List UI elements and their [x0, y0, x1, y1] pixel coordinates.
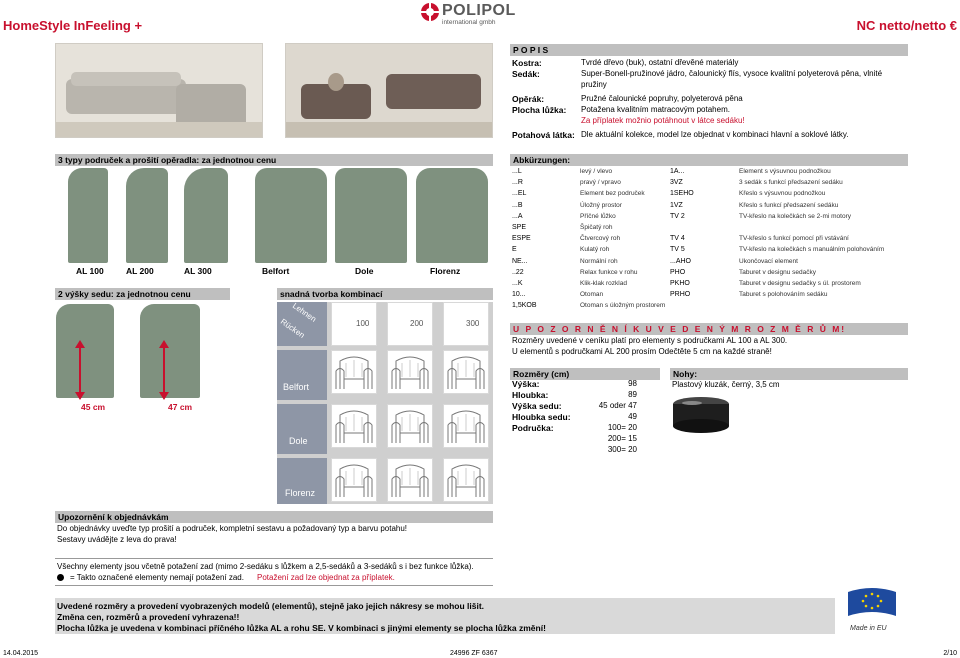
popis-row [512, 69, 912, 80]
abbr-meaning: Úložný prostor [580, 201, 622, 209]
abbr-code: E [512, 246, 517, 254]
warning-line: U elementů s područkami AL 200 prosím Odečtěte 5 cm na každé straně! [512, 347, 772, 356]
armrest-al100-image [68, 168, 108, 263]
abbr-row [512, 302, 912, 313]
sofa-photo-1 [55, 43, 263, 138]
popis-table [512, 58, 912, 148]
back-label: Belfort [262, 266, 290, 276]
dims-table [512, 379, 637, 459]
popis-label: Plocha lůžka: [512, 105, 567, 115]
abbr-row [512, 258, 912, 269]
abbr-code: TV 4 [670, 235, 685, 243]
chair-outline-icon [443, 458, 489, 502]
abbr-row [512, 213, 912, 224]
bullet-dot-icon [57, 574, 64, 581]
armrest-al200-image [126, 168, 168, 263]
abbr-meaning: Klik-klak rozklad [580, 280, 627, 287]
popis-row [512, 130, 912, 141]
grid-col-header: 200 [387, 302, 433, 346]
logo-name: POLIPOL [442, 2, 516, 19]
popis-row [512, 116, 912, 127]
seat-height-label: 45 cm [81, 402, 106, 412]
dims-row: Područka: 100= 20 [512, 423, 637, 433]
legs-text: Plastový kluzák, černý, 3,5 cm [672, 380, 780, 389]
grid-corner-bottom: Rücken [278, 317, 307, 340]
chair-outline-icon [443, 404, 489, 448]
abbr-row [512, 179, 912, 190]
back-note-line-red: Potažení zad lze objednat za příplatek. [257, 573, 395, 582]
eu-flag-icon [846, 586, 898, 622]
chair-outline-icon [331, 458, 377, 502]
abbr-meaning: Otoman [580, 291, 604, 299]
sofa-image-2 [286, 44, 493, 138]
abbr-code: NE... [512, 257, 528, 265]
grid-corner [277, 302, 327, 346]
chair-outline-icon [387, 458, 433, 502]
abbr-meaning: Křeslo s výsuvnou podnožkou [739, 190, 826, 198]
abbr-code: 1,5KOB [512, 302, 537, 310]
armrest-label: AL 200 [126, 266, 154, 276]
abbr-row [512, 235, 912, 246]
abbr-title: Abkürzungen: [510, 154, 908, 166]
grid-corner-top: Lehnen [290, 301, 318, 324]
abbr-code: ...B [512, 201, 523, 209]
abbr-code: ...L [512, 168, 522, 175]
combination-grid [277, 302, 493, 504]
abbr-row [512, 269, 912, 280]
abbr-code: PHO [670, 268, 686, 276]
abbr-code: TV 5 [670, 246, 685, 254]
armrests-title: 3 typy područek a prošití opěradla: za jednotnou cenu [55, 154, 493, 166]
disclaimer-line: Plocha lůžka je uvedena v kombinaci příčného lůžka AL a rohu SE. V kombinaci s jinými elementy se plocha lůžka změní! [57, 623, 546, 633]
seat-heights-title: 2 výšky sedu: za jednotnou cenu [55, 288, 230, 300]
chair-outline-icon [387, 350, 433, 394]
chair-outline-icon [387, 404, 433, 448]
disclaimer-line: Změna cen, rozměrů a provedení vyhrazena!! [57, 612, 240, 622]
abbr-code: ...AHO [670, 257, 692, 265]
back-note-line: = Takto označené elementy nemají potažení zad. [70, 573, 244, 582]
abbr-meaning: pravý / vpravo [580, 179, 621, 187]
dims-title: Rozměry (cm) [510, 368, 660, 380]
popis-value: Super-Bonell-pružinové jádro, čalounický flís, vysoce kvalitní polyeterová pěna, vlnité [581, 69, 883, 78]
polipol-logo-icon [420, 2, 440, 22]
dims-row: Výška: 98 [512, 379, 637, 389]
abbr-meaning: Příčné lůžko [580, 212, 616, 220]
abbr-meaning: Otoman s úložným prostorem [580, 302, 666, 310]
chair-outline-icon [331, 350, 377, 394]
back-florenz-image [416, 168, 488, 263]
abbr-meaning: Relax funkce v rohu [580, 268, 638, 276]
abbr-meaning: TV-křeslo na kolečkách se 2-mi motory [739, 212, 851, 220]
sofa-photo-2 [285, 43, 493, 138]
abbr-meaning: Normální roh [580, 257, 618, 265]
abbr-meaning: TV-křeslo s funkcí pomocí při vstávání [739, 235, 849, 243]
abbr-code: PRHO [670, 291, 691, 299]
dims-row: Hloubka: 89 [512, 390, 637, 400]
footer-date: 14.04.2015 [3, 650, 39, 657]
abbr-meaning: Element s výsuvnou podnožkou [739, 168, 831, 175]
back-note-line: Všechny elementy jsou včetně potažení zad (mimo 2-sedáku s lůžkem a 2,5-sedáků a 3-sedáků s i bez funkce lůžka). [57, 562, 474, 571]
popis-value: Pružné čalounické popruhy, polyeterová pěna [581, 94, 743, 103]
made-in-eu: Made in EU [850, 625, 887, 632]
grid-col-header: 100 [331, 302, 377, 346]
abbr-meaning: Taburet v designu sedačky s úl. prostorem [739, 280, 861, 287]
popis-value: Potažena kvalitním matracovým potahem. [581, 105, 730, 114]
abbr-code: SPE [512, 224, 527, 231]
abbr-meaning: Taburet v designu sedačky [739, 268, 816, 276]
popis-value: pružiny [581, 80, 607, 89]
popis-row [512, 105, 912, 116]
popis-row [512, 80, 912, 91]
abbr-row [512, 280, 912, 291]
order-note-line: Do objednávky uveďte typ prošití a područek, kompletní sestavu a požadovaný typ a barvu potahu! [57, 524, 408, 533]
abbr-row [512, 168, 912, 179]
dims-row: Hloubka sedu: 49 [512, 412, 637, 422]
footer-page: 2/10 [943, 650, 957, 657]
abbr-meaning: Taburet s polohováním sedáku [739, 291, 828, 299]
chair-outline-icon [331, 404, 377, 448]
popis-title: P O P I S [510, 44, 908, 56]
grid-row-header: Belfort [277, 350, 327, 400]
popis-row [512, 94, 912, 105]
abbr-meaning: Ukončovací element [739, 257, 798, 265]
popis-label: Opěrák: [512, 94, 545, 104]
seat-45-image [56, 304, 114, 398]
abbr-row [512, 202, 912, 213]
abbr-code: ESPE [512, 235, 531, 243]
dims-row: Výška sedu: 45 oder 47 [512, 401, 637, 411]
disclaimer-line: Uvedené rozměry a provedení vyobrazených modelů (elementů), stejně jako jejich nákresy se mohou lišit. [57, 601, 485, 611]
height-arrow-icon [75, 340, 85, 400]
abbr-code: 1SEHO [670, 190, 694, 198]
abbr-code: 1A... [670, 168, 685, 175]
popis-value: Tvrdé dřevo (buk), ostatní dřevěné materiály [581, 58, 739, 67]
grid-row-header: Florenz [277, 458, 327, 504]
seat-47-image [140, 304, 200, 398]
abbr-meaning: Špičatý roh [580, 224, 613, 231]
back-label: Dole [355, 266, 374, 276]
abbr-meaning: Křeslo s funkcí předsazení sedáku [739, 201, 839, 209]
abbr-code: 10... [512, 291, 526, 299]
armrest-label: AL 100 [76, 266, 104, 276]
warning-line: Rozměry uvedené v ceníku platí pro elementy s područkami AL 100 a AL 300. [512, 336, 788, 345]
warning-title: U P O Z O R N Ě N Í K U V E D E N Ý M R O Z M Ě R Ů M! [510, 323, 908, 335]
footer-code: 24996 ZF 6367 [450, 650, 498, 657]
popis-label: Sedák: [512, 69, 540, 79]
abbr-table [512, 168, 912, 318]
back-belfort-image [255, 168, 327, 263]
abbr-code: 3VZ [670, 179, 683, 187]
abbr-meaning: Kulatý roh [580, 246, 610, 254]
dims-row: 200= 15 [607, 434, 637, 443]
popis-value: Dle aktuální kolekce, model lze objednat v kombinaci hlavní a soklové látky. [581, 130, 849, 139]
combination-title: snadná tvorba kombinací [277, 288, 493, 300]
logo-subtitle: international gmbh [442, 19, 496, 26]
popis-label: Potahová látka: [512, 130, 575, 140]
back-dole-image [335, 168, 407, 263]
abbr-code: ..22 [512, 268, 524, 276]
back-label: Florenz [430, 266, 461, 276]
abbr-meaning: TV-křeslo na kolečkách s manuálním polohováním [739, 246, 885, 254]
abbr-code: ...EL [512, 190, 527, 198]
height-arrow-icon [159, 340, 169, 400]
abbr-row [512, 190, 912, 201]
legs-title: Nohy: [670, 368, 908, 380]
order-note-title: Upozornění k objednávkám [55, 511, 493, 523]
grid-row-header: Dole [277, 404, 327, 454]
abbr-meaning: levý / vlevo [580, 168, 613, 175]
abbr-meaning: Čtvercový roh [580, 235, 621, 243]
price-type: NC netto/netto € [856, 18, 957, 33]
popis-label: Kostra: [512, 58, 542, 68]
glide-foot-icon [670, 394, 732, 436]
abbr-code: PKHO [670, 280, 690, 287]
dims-row: 300= 20 [607, 445, 637, 454]
popis-value-red: Za příplatek možnio potáhnout v látce sedáku! [581, 116, 745, 125]
abbr-code: ...K [512, 280, 523, 287]
abbr-row [512, 224, 912, 235]
header-title: HomeStyle InFeeling + [3, 18, 143, 33]
abbr-meaning: 3 sedák s funkcí předsazení sedáku [739, 179, 843, 187]
abbr-code: 1VZ [670, 201, 683, 209]
abbr-code: ...R [512, 179, 523, 187]
popis-row [512, 58, 912, 69]
abbr-row [512, 246, 912, 257]
armrest-label: AL 300 [184, 266, 212, 276]
order-note-line: Sestavy uvádějte z leva do prava! [57, 535, 177, 544]
grid-col-header: 300 [443, 302, 489, 346]
abbr-meaning: Element bez područek [580, 190, 645, 198]
sofa-image-1 [56, 44, 263, 138]
abbr-row [512, 291, 912, 302]
abbr-code: TV 2 [670, 212, 685, 220]
abbr-code: ...A [512, 212, 523, 220]
seat-height-label: 47 cm [168, 402, 193, 412]
chair-outline-icon [443, 350, 489, 394]
armrest-al300-image [184, 168, 228, 263]
